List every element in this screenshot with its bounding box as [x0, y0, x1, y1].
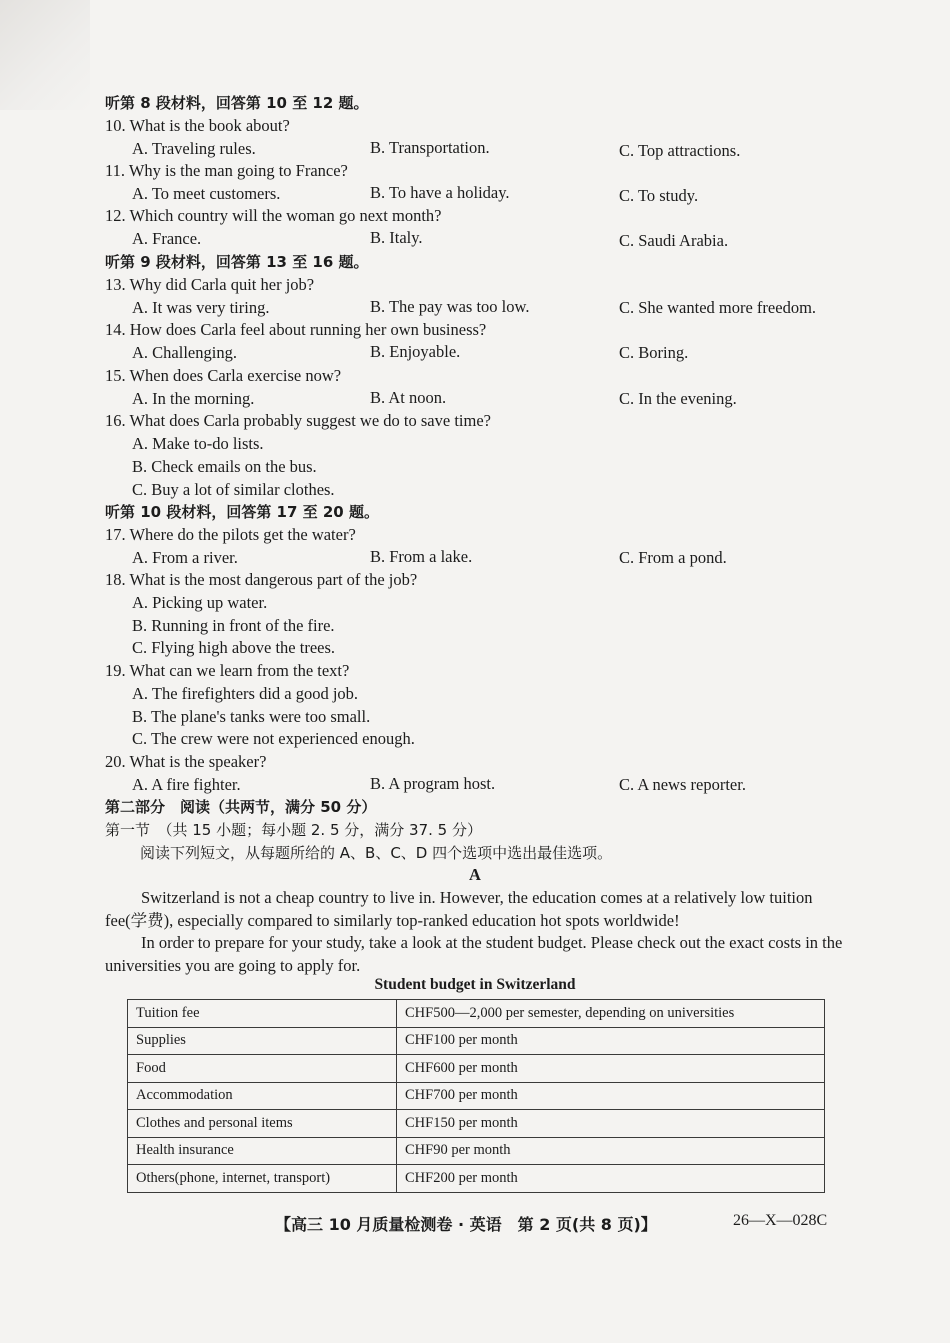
q15-option-c: C. In the evening.: [619, 389, 737, 408]
table-cell-cost: CHF500—2,000 per semester, depending on universities: [397, 1000, 825, 1028]
scan-shadow: [0, 0, 90, 110]
table-cell-cost: CHF700 per month: [397, 1082, 825, 1110]
question-10: 10. What is the book about?: [105, 116, 290, 135]
section-8-heading: 听第 8 段材料，回答第 10 至 12 题。: [105, 94, 369, 112]
table-cell-item: Supplies: [128, 1027, 397, 1055]
page-footer: 【高三 10 月质量检测卷 · 英语 第 2 页(共 8 页)】: [275, 1215, 657, 1234]
q12-option-a: A. France.: [132, 229, 202, 248]
passage-label: A: [469, 865, 481, 884]
q20-option-b: B. A program host.: [370, 774, 496, 793]
q12-option-b: B. Italy.: [370, 228, 423, 247]
table-row: [128, 1027, 825, 1055]
q15-option-b: B. At noon.: [370, 388, 447, 407]
q17-option-a: A. From a river.: [132, 548, 238, 567]
q12-option-c: C. Saudi Arabia.: [619, 231, 729, 250]
table-cell-cost: CHF200 per month: [397, 1165, 825, 1193]
table-cell-item: Accommodation: [128, 1082, 397, 1110]
q17-option-c: C. From a pond.: [619, 548, 727, 567]
question-18: 18. What is the most dangerous part of the job?: [105, 570, 418, 589]
question-20: 20. What is the speaker?: [105, 752, 267, 771]
passage-paragraph-1: Switzerland is not a cheap country to live in. However, the education comes at a relatively low tuition fee(学费), especially compared to similarly top-ranked education hot spots worldwide!: [105, 888, 813, 930]
table-row: [128, 1082, 825, 1110]
q17-option-b: B. From a lake.: [370, 547, 473, 566]
table-cell-cost: CHF600 per month: [397, 1055, 825, 1083]
q11-option-c: C. To study.: [619, 186, 699, 205]
q19-option-b: B. The plane's tanks were too small.: [132, 707, 371, 726]
table-row: [128, 1055, 825, 1083]
question-13: 13. Why did Carla quit her job?: [105, 275, 315, 294]
question-11: 11. Why is the man going to France?: [105, 161, 348, 180]
question-16: 16. What does Carla probably suggest we do to save time?: [105, 411, 491, 430]
table-cell-item: Others(phone, internet, transport): [128, 1165, 397, 1193]
q10-option-a: A. Traveling rules.: [132, 139, 256, 158]
q13-option-b: B. The pay was too low.: [370, 297, 530, 316]
budget-table: [127, 999, 825, 1193]
q14-option-b: B. Enjoyable.: [370, 342, 461, 361]
passage-paragraph-2: In order to prepare for your study, take a look at the student budget. Please check out the exact costs in the universities you are going to apply for.: [105, 933, 843, 975]
q11-option-a: A. To meet customers.: [132, 184, 281, 203]
table-cell-item: Tuition fee: [128, 1000, 397, 1028]
table-cell-cost: CHF100 per month: [397, 1027, 825, 1055]
q13-option-a: A. It was very tiring.: [132, 298, 270, 317]
part-2-heading: 第二部分 阅读（共两节，满分 50 分）: [105, 798, 377, 816]
table-cell-item: Clothes and personal items: [128, 1110, 397, 1138]
q16-option-b: B. Check emails on the bus.: [132, 457, 317, 476]
table-row: [128, 1165, 825, 1193]
table-title: Student budget in Switzerland: [374, 976, 576, 993]
table-cell-item: Food: [128, 1055, 397, 1083]
exam-code: 26—X—028C: [733, 1212, 828, 1229]
table-row: [128, 1137, 825, 1165]
question-15: 15. When does Carla exercise now?: [105, 366, 342, 385]
table-cell-cost: CHF90 per month: [397, 1137, 825, 1165]
q18-option-c: C. Flying high above the trees.: [132, 638, 336, 657]
q11-option-b: B. To have a holiday.: [370, 183, 510, 202]
q20-option-c: C. A news reporter.: [619, 775, 746, 794]
table-row: [128, 1110, 825, 1138]
part-2-section-1: 第一节 （共 15 小题；每小题 2. 5 分，满分 37. 5 分）: [105, 821, 482, 839]
q10-option-b: B. Transportation.: [370, 138, 490, 157]
section-9-heading: 听第 9 段材料，回答第 13 至 16 题。: [105, 253, 369, 271]
q18-option-a: A. Picking up water.: [132, 593, 268, 612]
table-row: [128, 1000, 825, 1028]
q18-option-b: B. Running in front of the fire.: [132, 616, 335, 635]
q19-option-c: C. The crew were not experienced enough.: [132, 729, 415, 748]
q10-option-c: C. Top attractions.: [619, 141, 741, 160]
q19-option-a: A. The firefighters did a good job.: [132, 684, 359, 703]
q20-option-a: A. A fire fighter.: [132, 775, 241, 794]
q13-option-c: C. She wanted more freedom.: [619, 298, 817, 317]
q14-option-a: A. Challenging.: [132, 343, 237, 362]
table-cell-item: Health insurance: [128, 1137, 397, 1165]
reading-instruction: 阅读下列短文，从每题所给的 A、B、C、D 四个选项中选出最佳选项。: [140, 844, 613, 862]
question-12: 12. Which country will the woman go next month?: [105, 206, 442, 225]
q15-option-a: A. In the morning.: [132, 389, 255, 408]
question-14: 14. How does Carla feel about running her own business?: [105, 320, 487, 339]
table-cell-cost: CHF150 per month: [397, 1110, 825, 1138]
q16-option-c: C. Buy a lot of similar clothes.: [132, 480, 335, 499]
q14-option-c: C. Boring.: [619, 343, 689, 362]
q16-option-a: A. Make to-do lists.: [132, 434, 264, 453]
section-10-heading: 听第 10 段材料，回答第 17 至 20 题。: [105, 503, 379, 521]
question-17: 17. Where do the pilots get the water?: [105, 525, 356, 544]
question-19: 19. What can we learn from the text?: [105, 661, 350, 680]
